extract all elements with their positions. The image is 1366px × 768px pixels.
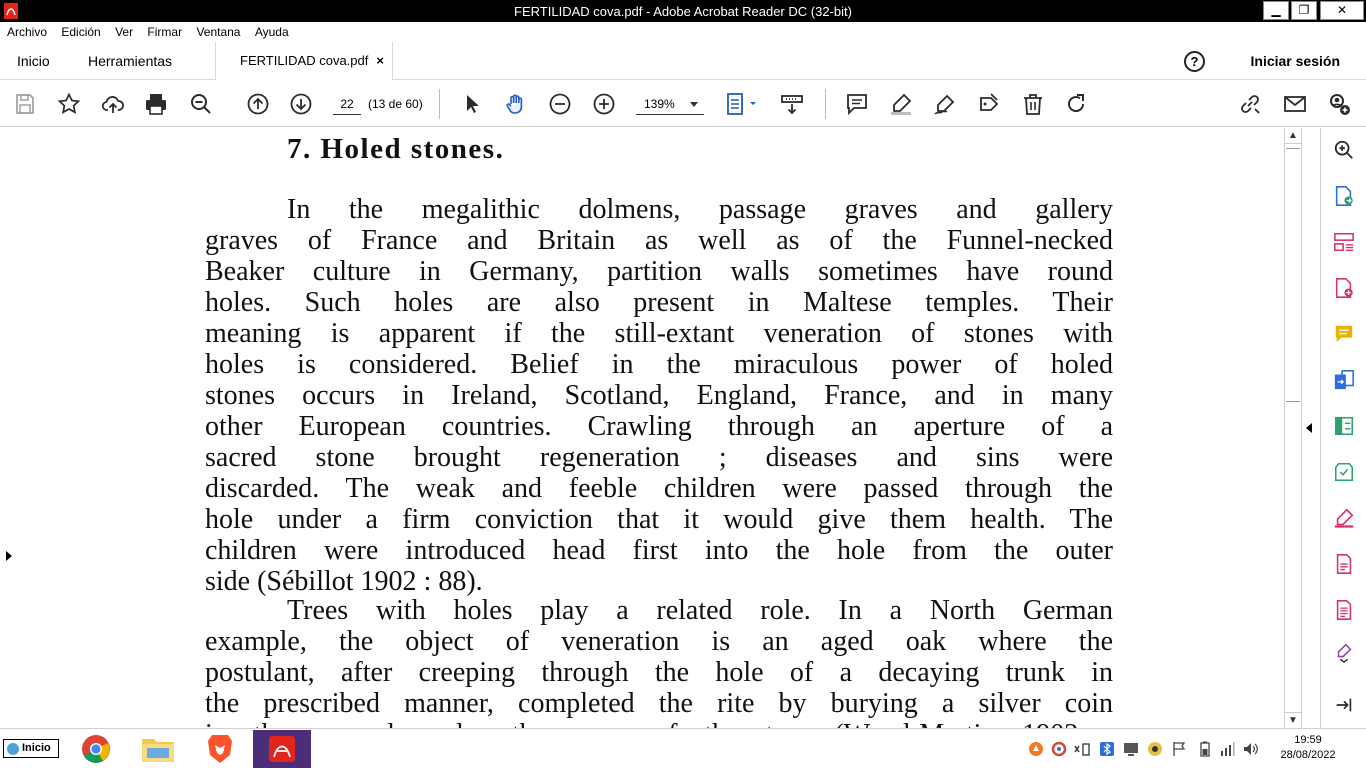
edit-pdf-icon[interactable] [1332, 552, 1356, 576]
collapse-panel-icon[interactable] [1332, 693, 1356, 717]
text-line: holes is considered. Belief in the miraculous power of holed [205, 349, 1113, 380]
tray-battery-icon[interactable] [1197, 741, 1213, 757]
tray-display-icon[interactable] [1123, 741, 1139, 757]
text-line: stones occurs in Ireland, Scotland, England, France, and in many [205, 380, 1113, 411]
menu-ayuda[interactable]: Ayuda [254, 25, 289, 39]
tab-tools[interactable]: Herramientas [88, 53, 173, 69]
taskbar [0, 728, 1366, 768]
menu-firmar[interactable]: Firmar [147, 25, 183, 39]
text-line: Trees with holes play a related role. In a North German [287, 595, 1113, 626]
text-line: graves of France and Britain as well as of the Funnel-necked [205, 225, 1113, 256]
section-heading: 7. Holed stones. [287, 133, 505, 165]
tab-document-label: FERTILIDAD cova.pdf [240, 53, 369, 68]
more-tools-pen-icon[interactable] [1332, 640, 1356, 664]
text-line: Beaker culture in Germany, partition walls sometimes have round [205, 256, 1113, 287]
text-line: holes. Such holes are also present in Maltese temples. Their [205, 287, 1113, 318]
brave-taskbar-icon[interactable] [191, 730, 249, 768]
text-line: the prescribed manner, completed the rite by burying a silver coin [205, 688, 1113, 719]
scrollbar-thumb[interactable] [1286, 148, 1300, 402]
text-line: hole under a firm conviction that it would give them health. The [205, 504, 1113, 535]
bookmark-star-icon[interactable] [56, 91, 82, 117]
acrobat-taskbar-icon[interactable] [253, 730, 311, 768]
expand-left-panel-icon[interactable] [6, 551, 12, 561]
chrome-taskbar-icon[interactable] [67, 730, 125, 768]
tray-wifi-icon[interactable] [1219, 741, 1235, 757]
tab-document[interactable] [215, 42, 393, 80]
start-label: Inicio [22, 742, 51, 754]
document-viewport[interactable] [0, 128, 1284, 728]
text-line: In the megalithic dolmens, passage graves and gallery [287, 194, 1113, 225]
tray-network-muted-icon[interactable] [1073, 741, 1091, 757]
organize-pages-icon[interactable] [1332, 230, 1356, 254]
comment-tool-icon[interactable] [1332, 322, 1356, 346]
signin-button[interactable]: Iniciar sesión [1250, 53, 1340, 69]
menu-edicion[interactable]: Edición [61, 25, 101, 39]
clock-time: 19:59 [1294, 734, 1322, 746]
zoom-out-search-icon[interactable] [188, 91, 214, 117]
maximize-button[interactable]: ❐ [1291, 1, 1317, 20]
start-button[interactable] [3, 739, 59, 758]
rotate-icon[interactable] [1063, 91, 1089, 117]
fill-sign-icon[interactable] [1332, 506, 1356, 530]
text-line: sacred stone brought regeneration ; diseases and sins were [205, 442, 1113, 473]
add-user-icon[interactable] [1326, 91, 1352, 117]
tray-sync-icon[interactable] [1051, 741, 1067, 757]
zoom-out-icon[interactable] [547, 91, 573, 117]
scan-ocr-icon[interactable] [1332, 460, 1356, 484]
trash-icon[interactable] [1020, 91, 1046, 117]
zoom-in-icon[interactable] [591, 91, 617, 117]
text-line: discarded. The weak and feeble children were passed through the [205, 473, 1113, 504]
chevron-down-icon [690, 102, 698, 107]
zoom-search-icon[interactable] [1332, 138, 1356, 162]
scroll-up-icon[interactable]: ▲ [1285, 128, 1301, 144]
highlight-pen-icon[interactable] [888, 91, 914, 117]
menu-bar [0, 22, 1366, 42]
tab-home[interactable]: Inicio [17, 53, 50, 69]
window-title: FERTILIDAD cova.pdf - Adobe Acrobat Reader DC (32-bit) [514, 4, 852, 19]
start-globe-icon [7, 743, 19, 755]
create-pdf-icon[interactable] [1332, 276, 1356, 300]
toolbar-divider [825, 89, 826, 119]
combine-files-icon[interactable] [1332, 368, 1356, 392]
tray-bluetooth-icon[interactable] [1099, 741, 1115, 757]
scroll-down-icon[interactable]: ▼ [1285, 712, 1301, 728]
menu-ver[interactable]: Ver [115, 25, 134, 39]
text-line: side (Sébillot 1902 : 88). [205, 566, 483, 597]
tray-volume-icon[interactable] [1242, 741, 1260, 757]
sign-pen-icon[interactable] [932, 91, 958, 117]
right-tools-panel [1320, 128, 1366, 728]
protect-pdf-icon[interactable] [1332, 598, 1356, 622]
tray-avast-icon[interactable] [1028, 741, 1044, 757]
save-icon[interactable] [12, 91, 38, 117]
zoom-level-value: 139% [644, 97, 675, 111]
zoom-level-select[interactable] [636, 93, 704, 115]
select-cursor-icon[interactable] [459, 91, 485, 117]
system-clock[interactable] [1276, 733, 1340, 763]
close-window-button[interactable]: ✕ [1320, 1, 1364, 20]
file-explorer-taskbar-icon[interactable] [129, 730, 187, 768]
text-line: children were introduced head first into the hole from the outer [205, 535, 1113, 566]
collapse-right-panel-icon[interactable] [1306, 423, 1312, 433]
text-line: other European countries. Crawling through an aperture of a [205, 411, 1113, 442]
text-line: postulant, after creeping through the hole of a decaying trunk in [205, 657, 1113, 688]
next-page-icon[interactable] [288, 91, 314, 117]
text-line: meaning is apparent if the still-extant veneration of stones with [205, 318, 1113, 349]
title-bar [0, 0, 1366, 22]
stamp-tag-icon[interactable] [976, 91, 1002, 117]
menu-ventana[interactable]: Ventana [196, 25, 241, 39]
compress-pdf-icon[interactable] [1332, 414, 1356, 438]
page-fit-icon[interactable] [723, 91, 759, 117]
previous-page-icon[interactable] [245, 91, 271, 117]
comment-icon[interactable] [844, 91, 870, 117]
close-tab-icon[interactable]: × [376, 53, 384, 68]
text-line: example, the object of veneration is an aged oak where the [205, 626, 1113, 657]
tab-bar [0, 42, 1366, 80]
clock-date: 28/08/2022 [1280, 749, 1336, 761]
help-icon[interactable]: ? [1184, 51, 1205, 72]
read-mode-icon[interactable] [779, 91, 805, 117]
page-number-input[interactable]: 22 [333, 93, 361, 115]
toolbar-divider [439, 89, 440, 119]
vertical-scrollbar[interactable] [1284, 128, 1302, 728]
upload-cloud-icon[interactable] [100, 91, 126, 117]
hand-tool-icon[interactable] [503, 91, 529, 117]
print-icon[interactable] [143, 91, 169, 117]
main-toolbar [0, 81, 1366, 127]
tray-flag-icon[interactable] [1171, 741, 1187, 757]
export-pdf-icon[interactable] [1332, 184, 1356, 208]
minimize-button[interactable]: ▁ [1263, 1, 1289, 20]
tray-app-icon[interactable] [1147, 741, 1163, 757]
share-link-icon[interactable] [1237, 91, 1263, 117]
menu-archivo[interactable]: Archivo [7, 25, 48, 39]
email-icon[interactable] [1282, 91, 1308, 117]
page-count-label: (13 de 60) [368, 97, 423, 111]
